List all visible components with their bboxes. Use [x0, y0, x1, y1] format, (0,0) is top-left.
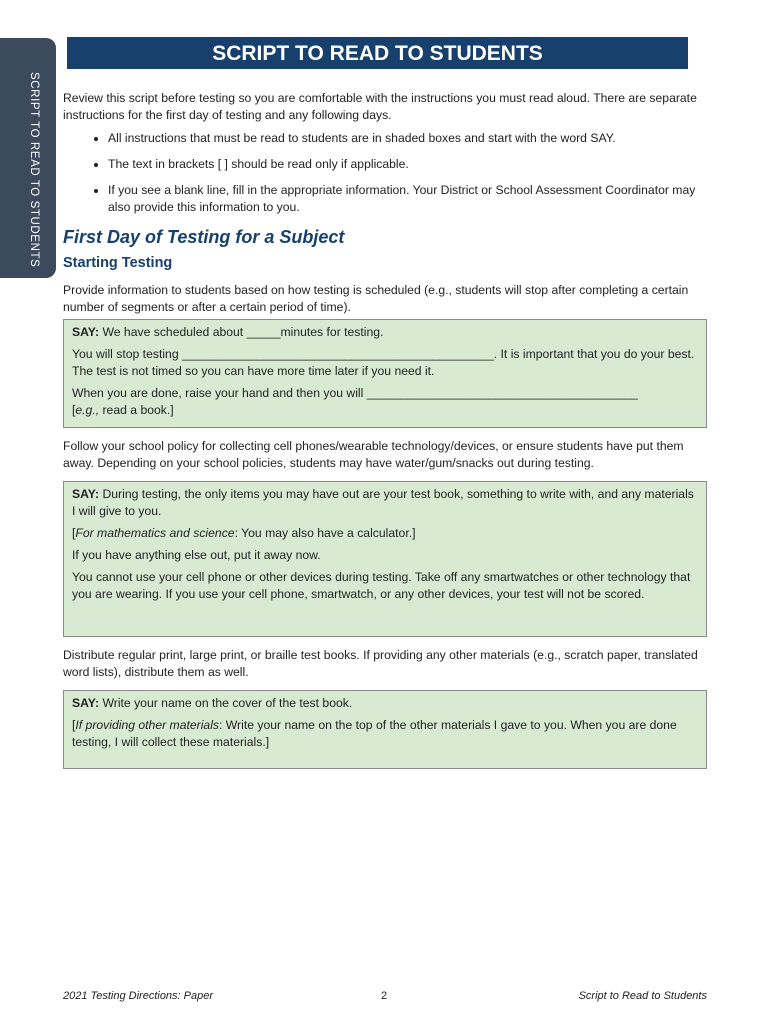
say-italic-text: For mathematics and science: [75, 526, 235, 540]
side-tab: [0, 38, 56, 278]
say-box-materials: SAY: Write your name on the cover of the test book. [If providing other materials: Write your name on the top of the other materials I gave to you. When you are done testing, I will collect these materials.]: [63, 690, 707, 769]
say-label: SAY:: [72, 487, 100, 501]
page-title: SCRIPT TO READ TO STUDENTS: [67, 37, 688, 69]
say-box-devices: SAY: During testing, the only items you may have out are your test book, something to write with, and any materials I will give to you. [For mathematics and science: You may also have a calculator.] If you have anything else out, put it away now. You cannot use your cell phone or other devices during testing. Take off any smartwatches or other technology that you are wearing. If you use your cell phone, smartwatch, or any other devices, your test will not be scored.: [63, 481, 707, 637]
paragraph-scheduling: Provide information to students based on how testing is scheduled (e.g., students will stop after completing a certain number of segments or after a certain period of time).: [63, 283, 689, 314]
intro-paragraph: Review this script before testing so you are comfortable with the instructions you must read aloud. There are separate instructions for the first day of testing and any following days.: [63, 91, 697, 122]
document-body: [63, 90, 707, 779]
say-italic-text: e.g.,: [75, 403, 100, 417]
say-text: If you have anything else out, put it away now.: [72, 548, 321, 562]
footer-left: 2021 Testing Directions: Paper: [63, 990, 214, 1002]
paragraph-devices: Follow your school policy for collecting cell phones/wearable technology/devices, or ensure students have put them away. Depending on your school policies, students may have water/gum/snacks out during testing.: [63, 439, 684, 470]
say-text: : You may also have a calculator.]: [234, 526, 416, 540]
say-text: You cannot use your cell phone or other devices during testing. Take off any smartwatches or other technology that you are wearing. If you use your cell phone, smartwatch, or any other devices, your test will not be scored.: [72, 570, 691, 601]
say-text: : Write your name on the top of the other materials I gave to you. When you are done testing, I will collect these materials.]: [72, 718, 677, 749]
say-text: Write your name on the cover of the test book.: [99, 696, 353, 710]
say-text: You will stop testing ______________________________________________. It is important that you do your best. The test is not timed so you can have more time later if you need it.: [72, 347, 695, 378]
list-item: • All instructions that must be read to students are in shaded boxes and start with the word SAY.: [108, 130, 707, 147]
page-number: 2: [381, 990, 388, 1002]
list-item: • If you see a blank line, fill in the appropriate information. Your District or School Assessment Coordinator may also provide this information to you.: [108, 182, 707, 216]
say-text: We have scheduled about _____minutes for testing.: [99, 325, 384, 339]
list-item: • The text in brackets [ ] should be read only if applicable.: [108, 156, 707, 173]
side-tab-label: SCRIPT TO READ TO STUDENTS: [28, 72, 40, 268]
paragraph-materials: Distribute regular print, large print, or braille test books. If providing any other materials (e.g., scratch paper, translated word lists), distribute them as well.: [63, 648, 698, 679]
say-text: During testing, the only items you may have out are your test book, something to write with, and any materials I will give to you.: [72, 487, 694, 518]
say-box-scheduling: SAY: We have scheduled about _____minutes for testing. You will stop testing ______________________________________________. It is important that you do your best. The test is not timed so you can have more time later if you need it. When you are done, raise your hand and then you will ________________________________________ [e.g., read a book.]: [63, 319, 707, 428]
say-text: read a book.]: [99, 403, 174, 417]
say-label: SAY:: [72, 696, 100, 710]
section-heading: First Day of Testing for a Subject: [63, 227, 345, 247]
say-italic-text: If providing other materials: [75, 718, 219, 732]
footer-right: Script to Read to Students: [578, 990, 707, 1002]
subheading: Starting Testing: [63, 255, 173, 271]
say-label: SAY:: [72, 325, 100, 339]
say-text: When you are done, raise your hand and then you will ________________________________________: [72, 386, 638, 400]
instruction-list: [63, 130, 707, 216]
